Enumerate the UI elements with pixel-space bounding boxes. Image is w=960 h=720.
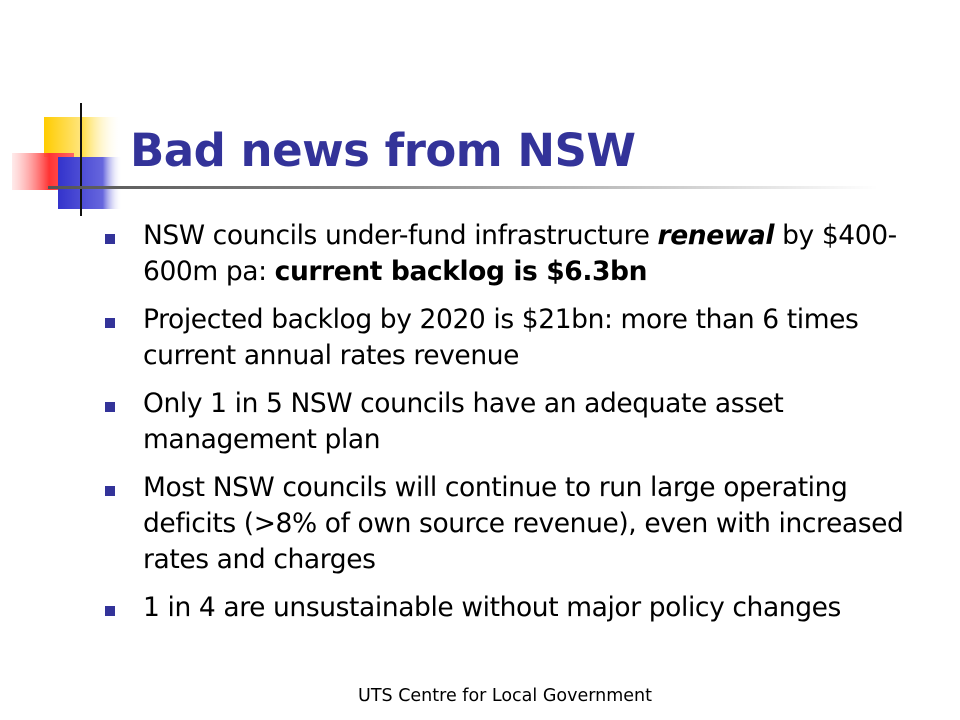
square-bullet-icon: [105, 402, 115, 412]
slide-title: Bad news from NSW: [130, 124, 636, 177]
bullet-text-segment: Only 1 in 5 NSW councils have an adequate asset management plan: [143, 388, 784, 455]
bullet-text-segment: Most NSW councils will continue to run large operating deficits (>8% of own source revenue), even with increased rates and charges: [143, 472, 904, 575]
bullet-text: [143, 386, 932, 458]
square-bullet-icon: [105, 318, 115, 328]
bullet-list: [102, 218, 932, 638]
bullet-text: [143, 590, 932, 626]
bullet-text-segment: 1 in 4 are unsustainable without major policy changes: [143, 592, 841, 623]
bullet-item: [102, 386, 932, 458]
bullet-text: [143, 218, 932, 290]
bullet-text-segment: NSW councils under-fund infrastructure: [143, 220, 658, 251]
bullet-text-segment: Projected backlog by 2020 is $21bn: more than 6 times current annual rates revenue: [143, 304, 859, 371]
bullet-text: [143, 470, 932, 578]
bullet-text-segment: renewal: [657, 220, 775, 251]
bullet-text-segment: by $400-600m pa:: [143, 220, 897, 287]
bullet-text-segment: current backlog is $6.3bn: [274, 256, 648, 287]
square-bullet-icon: [105, 234, 115, 244]
square-bullet-icon: [105, 486, 115, 496]
bullet-item: [102, 590, 932, 626]
corner-ornament-icon: [0, 0, 140, 230]
square-bullet-icon: [105, 606, 115, 616]
bullet-item: [102, 470, 932, 578]
slide-footer: UTS Centre for Local Government: [358, 686, 652, 706]
bullet-item: [102, 302, 932, 374]
bullet-text: [143, 302, 932, 374]
bullet-item: [102, 218, 932, 290]
title-underline: [48, 186, 878, 189]
